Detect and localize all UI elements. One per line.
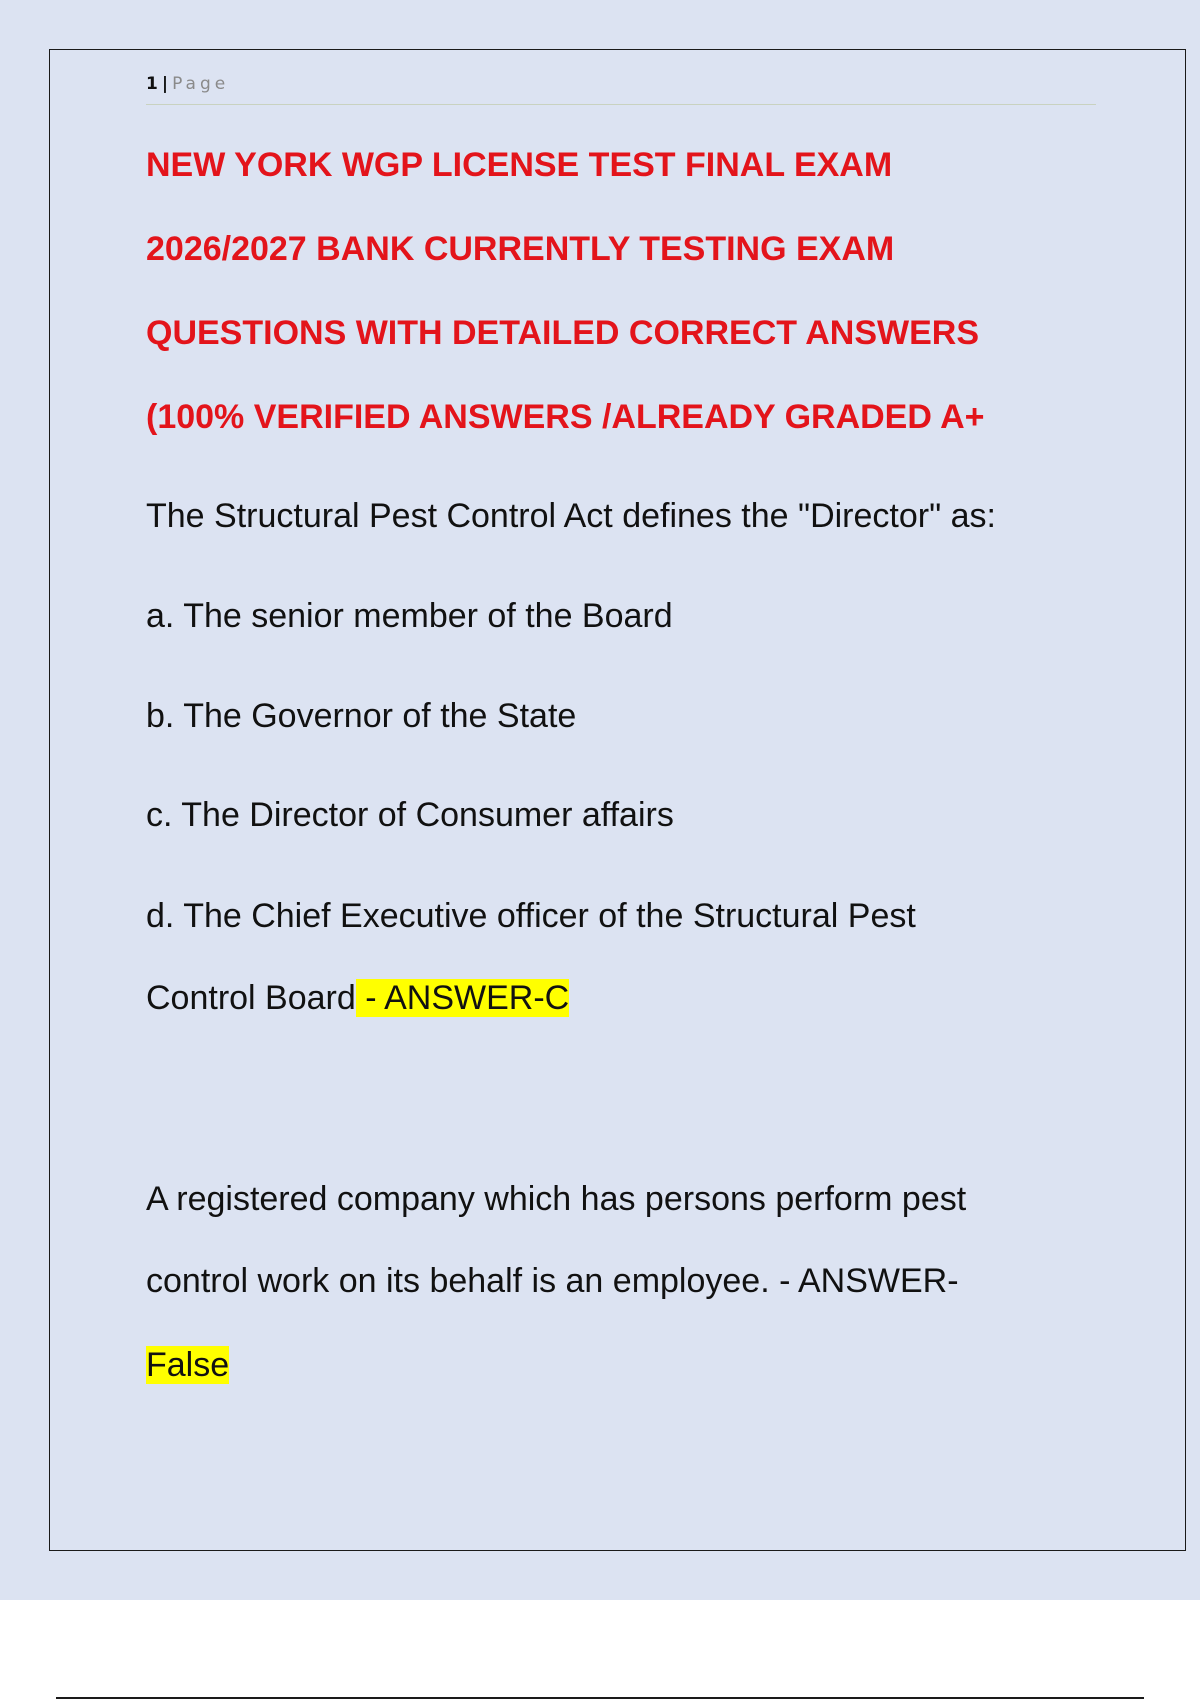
title-line-2: 2026/2027 BANK CURRENTLY TESTING EXAM [146, 230, 895, 268]
question-2-answer-line [146, 1346, 229, 1385]
question-1-option-d-continued [146, 979, 569, 1018]
question-1-option-c: c. The Director of Consumer affairs [146, 796, 674, 834]
question-1-option-d: d. The Chief Executive officer of the Structural Pest [146, 897, 916, 935]
title-line-3: QUESTIONS WITH DETAILED CORRECT ANSWERS [146, 314, 979, 352]
page-separator: | [161, 74, 169, 94]
question-2-text-line-2: control work on its behalf is an employee. - ANSWER- [146, 1262, 959, 1300]
title-line-1: NEW YORK WGP LICENSE TEST FINAL EXAM [146, 146, 893, 184]
page-number: 1 [146, 74, 158, 94]
next-page-rule [56, 1697, 1144, 1699]
question-2-text-line-1: A registered company which has persons perform pest [146, 1180, 967, 1218]
option-d-text: Control Board [146, 979, 356, 1017]
question-1-answer: - ANSWER-C [355, 979, 570, 1017]
question-2-answer: False [146, 1346, 230, 1384]
title-line-4: (100% VERIFIED ANSWERS /ALREADY GRADED A+ [146, 398, 985, 436]
question-1-option-b: b. The Governor of the State [146, 697, 577, 735]
question-1-option-a: a. The senior member of the Board [146, 597, 673, 635]
question-1-text: The Structural Pest Control Act defines the "Director" as: [146, 497, 996, 535]
page-header [146, 74, 1096, 105]
page-label: Page [172, 74, 230, 94]
